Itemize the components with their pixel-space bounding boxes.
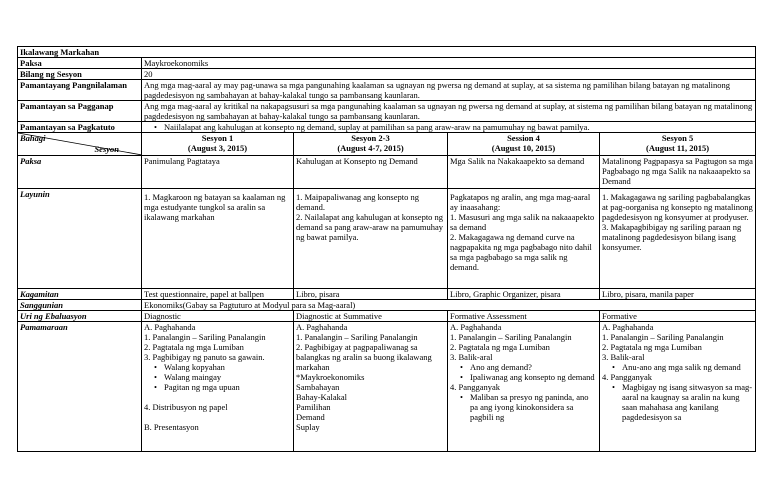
learning-competency-label: Pamantayan sa Pagkatuto [18,122,142,133]
uri-cell: Diagnostic at Summative [294,311,448,322]
session-header [448,133,600,156]
paksa-header-label: Paksa [18,58,142,69]
session-title: Session 4 [507,133,540,143]
procedure-line: 3. Balik-aral [450,352,493,362]
pamamaraan-cell [448,322,600,452]
sanggunian-cell: Ekonomiks(Gabay sa Pagtuturo at Modyul para sa Mag-aaral) [142,300,756,311]
corner-cell [18,133,142,156]
kagamitan-row-label: Kagamitan [18,289,142,300]
sesyon-count-value: 20 [142,69,756,80]
layunin-cell: 1. Maipapaliwanag ang konsepto ng demand. 2. Nailalapat ang kahulugan at konsepto ng demand sa pang araw-araw na pamumuhay ng bawat pamilya. [294,189,448,289]
quarter-title: Ikalawang Markahan [18,47,756,58]
kagamitan-cell: Libro, pisara [294,289,448,300]
procedure-line: 3. Pagbibigay ng panuto sa gawain. [144,352,265,362]
session-date: (August 11, 2015) [646,143,710,153]
uri-cell: Formative [600,311,756,322]
session-title: Sesyon 5 [661,133,694,143]
procedure-line: Bahay-Kalakal [296,392,347,402]
procedure-line: A. Paghahanda [144,322,196,332]
procedure-bullet: • Ano ang demand? [470,362,597,372]
learning-competency-cell [142,122,756,133]
pamamaraan-cell [294,322,448,452]
uri-cell: Formative Assessment [448,311,600,322]
session-date: (August 10, 2015) [491,143,556,153]
procedure-line: Suplay [296,422,320,432]
procedure-bullet: • Walang maingay [164,372,291,382]
procedure-line: 2. Pagbibigay at pagpapaliwanag sa balangkas ng aralin sa buong ikalawang markahan [296,342,432,372]
lesson-plan-table [17,46,756,452]
pamamaraan-row-label: Pamamaraan [18,322,142,452]
procedure-line: 3. Balik-aral [602,352,645,362]
procedure-line: 2. Pagtatala ng mga Lumiban [144,342,244,352]
procedure-line: 2. Pagtatala ng mga Lumiban [450,342,550,352]
kagamitan-cell: Libro, Graphic Organizer, pisara [448,289,600,300]
pamamaraan-cell [142,322,294,452]
performance-standard-label: Pamantayan sa Pagganap [18,101,142,122]
session-date: (August 3, 2015) [187,143,248,153]
procedure-line: 1. Panalangin – Sariling Panalangin [296,332,418,342]
procedure-bullet: • Magbigay ng isang sitwasyon sa mag-aaral na kaugnay sa aralin na kung saan mahahasa ang kanilang pagdedesisyon sa [622,382,753,422]
procedure-bullet: • Pagitan ng mga upuan [164,382,291,392]
layunin-cell: Pagkatapos ng aralin, ang mga mag-aaral ay inaasahang: 1. Masusuri ang mga salik na nakaaapekto sa demand 2. Makagagawa ng demand curve na nagpapakita ng mga pagbabago nito dahil sa mga pagbabago sa mga salik ng demand. [448,189,600,289]
session-title: Sesyon 1 [201,133,234,143]
procedure-line: 1. Panalangin – Sariling Panalangin [602,332,724,342]
paksa-cell: Mga Salik na Nakakaapekto sa demand [448,156,600,189]
content-standard-label: Pamantayang Pangnilalaman [18,80,142,101]
uri-row-label: Uri ng Ebaluasyon [18,311,142,322]
procedure-line: 1. Panalangin – Sariling Panalangin [144,332,266,342]
session-header [142,133,294,156]
procedure-line: *Maykroekonomiks [296,372,365,382]
paksa-row-label: Paksa [18,156,142,189]
content-standard-value: Ang mga mag-aaral ay may pag-unawa sa mga pangunahing kaalaman sa ugnayan ng pwersa ng demand at suplay, at sa sistema ng pamilihan bilang batayan ng matalinong pagdedesisyon ng sambahayan at bahay-kalakal tungo sa pambansang kaunlaran. [142,80,756,101]
procedure-line: B. Presentasyon [144,422,199,432]
procedure-line: 4. Distribusyon ng papel [144,402,228,412]
procedure-line: 4. Pangganyak [602,372,653,382]
procedure-line: 1. Panalangin – Sariling Panalangin [450,332,572,342]
procedure-line: A. Paghahanda [296,322,348,332]
layunin-cell: 1. Makagagawa ng sariling pagbabalangkas at pag-oorganisa ng konsepto ng matalinong pagdedesisyon ng konsyumer at prodyuser. 3. Makapagbibigay ng sariling paraan ng matalinong pagdedesisyon bilang isang konsyumer. [600,189,756,289]
paksa-cell: Panimulang Pagtataya [142,156,294,189]
session-header [294,133,448,156]
session-date: (August 4-7, 2015) [337,143,404,153]
uri-cell: Diagnostic [142,311,294,322]
procedure-line: 4. Pangganyak [450,382,501,392]
procedure-line: Pamilihan [296,402,331,412]
kagamitan-cell: Test questionnaire, papel at ballpen [142,289,294,300]
procedure-line: A. Paghahanda [450,322,502,332]
procedure-bullet: • Walang kopyahan [164,362,291,372]
pamamaraan-cell [600,322,756,452]
procedure-line: 2. Pagtatala ng mga Lumiban [602,342,702,352]
procedure-line: Demand [296,412,325,422]
paksa-cell: Kahulugan at Konsepto ng Demand [294,156,448,189]
corner-bottom-label: Sesyon [94,144,119,154]
procedure-bullet: • Anu-ano ang mga salik ng demand [622,362,753,372]
procedure-line: Sambahayan [296,382,340,392]
sanggunian-row-label: Sanggunian [18,300,142,311]
layunin-row-label: Layunin [18,189,142,289]
performance-standard-value: Ang mga mag-aaral ay kritikal na nakapagsusuri sa mga pangunahing kaalaman sa ugnayan ng pwersa ng demand at suplay, at sistema ng pamilihan bilang batayan ng matalinong pagdedesisyon ng sambahayan at bahay-kalakal tungo sa pambansang kaunlaran. [142,101,756,122]
paksa-cell: Matalinong Pagpapasya sa Pagtugon sa mga Pagbabago ng mga Salik na nakaaapekto sa Demand [600,156,756,189]
session-header [600,133,756,156]
corner-top-label: Bahagi [20,133,46,143]
learning-competency-value: • Naiilalapat ang kahulugan at konsepto ng demand, suplay at pamilihan sa pang araw-araw na pamumuhay ng bawat pamilya. [164,122,753,132]
procedure-bullet: • Maliban sa presyo ng paninda, ano pa ang iyong kinokonsidera sa pagbili ng [470,392,597,422]
procedure-bullet: • Ipaliwanag ang konsepto ng demand [470,372,597,382]
layunin-cell: 1. Magkaroon ng batayan sa kaalaman ng mga estudyante tungkol sa aralin sa ikalawang markahan [142,189,294,289]
session-title: Sesyon 2-3 [351,133,390,143]
sesyon-count-label: Bilang ng Sesyon [18,69,142,80]
paksa-header-value: Maykroekonomiks [142,58,756,69]
kagamitan-cell: Libro, pisara, manila paper [600,289,756,300]
procedure-line: A. Paghahanda [602,322,654,332]
lesson-plan-document [17,46,755,452]
